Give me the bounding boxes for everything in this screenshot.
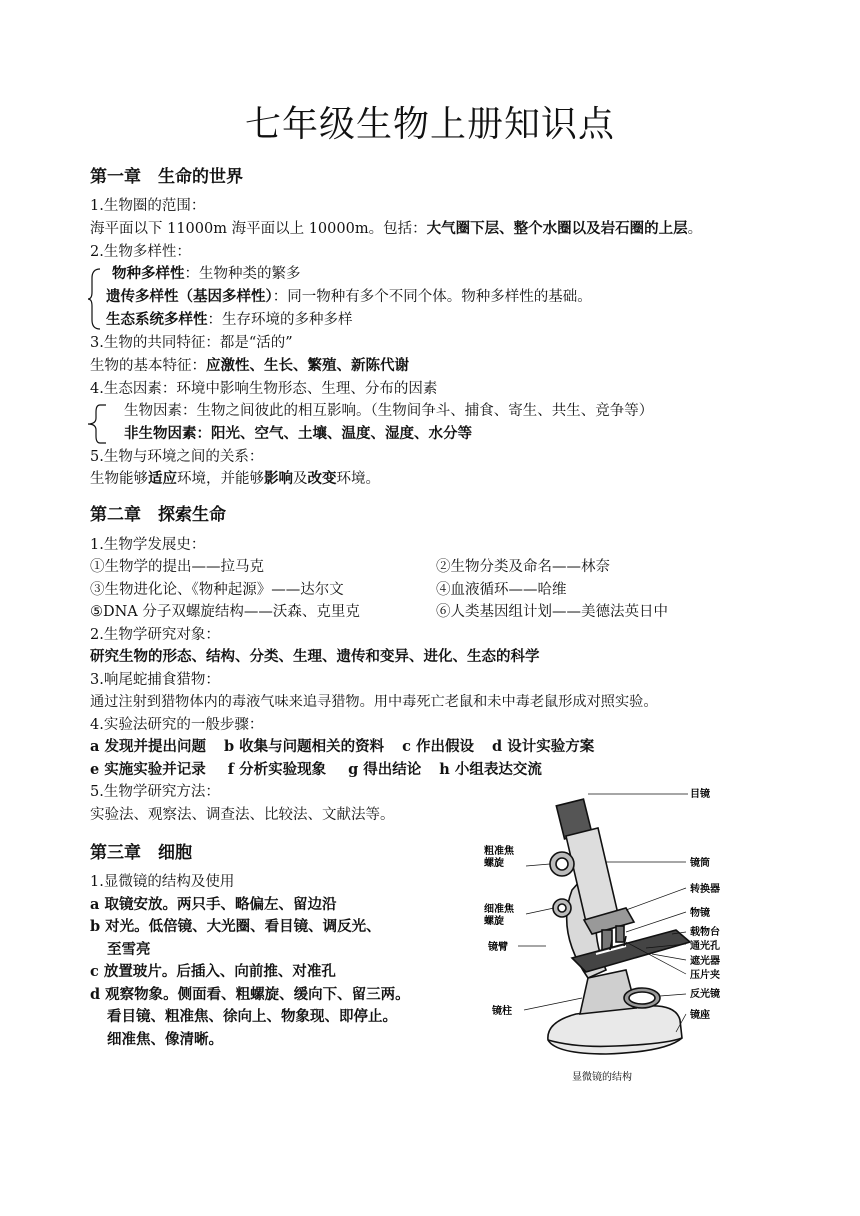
ch1-q1-text: 海平面以下 11000m 海平面以上 10000m。包括：大气圈下层、整个水圈以及岩石圈的上层。 [90, 220, 703, 237]
step-item: a 发现并提出问题 [90, 738, 206, 755]
step-item: g 得出结论 [348, 761, 422, 778]
microscope-drawing [548, 799, 690, 1054]
label-pillar: 镜柱 [492, 1006, 512, 1017]
usage-step-d-cont2: 细准焦、像清晰。 [107, 1031, 223, 1048]
usage-step-c: c 放置玻片。后插入、向前推、对准孔 [90, 963, 336, 980]
label-mirror: 反光镜 [690, 989, 720, 1000]
label-clip: 压片夹 [690, 970, 720, 981]
label-diaphragm: 遮光器 [690, 956, 720, 967]
history-row-3: ⑤DNA 分子双螺旋结构——沃森、克里克 ⑥人类基因组计划——美德法英日中 [90, 604, 668, 620]
step-item: d 设计实验方案 [492, 738, 595, 755]
factor-biotic: 生物因素：生物之间彼此的相互影响。（生物间争斗、捕食、寄生、共生、竞争等） [124, 403, 654, 419]
chapter-2-heading: 第二章 探索生命 [90, 505, 226, 525]
figure-caption: 显微镜的结构 [572, 1072, 632, 1083]
ch3-q1: 1.显微镜的结构及使用 [90, 874, 235, 890]
ch2-q3-text: 通过注射到猎物体内的毒液气味来追寻猎物。用中毒死亡老鼠和未中毒老鼠形成对照实验。 [90, 694, 658, 710]
label-stage: 载物台 [690, 927, 720, 938]
usage-step-b: b 对光。低倍镜、大光圈、看目镜、调反光、 [90, 918, 381, 935]
label-coarse-2: 螺旋 [484, 858, 504, 869]
ch1-q3: 3.生物的共同特征：都是“活的” [90, 335, 293, 351]
ch1-q5: 5.生物与环境之间的关系： [90, 449, 264, 465]
label-converter: 转换器 [690, 884, 720, 895]
step-item: b 收集与问题相关的资料 [223, 738, 385, 755]
ch1-q1: 1.生物圈的范围： [90, 198, 206, 214]
label-eyepiece: 目镜 [690, 789, 710, 800]
brace-icon [88, 268, 102, 330]
diversity-ecosystem: 生态系统多样性：生存环境的多种多样 [106, 311, 353, 328]
ch1-q2: 2.生物多样性： [90, 244, 191, 260]
ch2-q4: 4.实验法研究的一般步骤： [90, 717, 264, 733]
chapter-1-heading: 第一章 生命的世界 [90, 167, 243, 187]
label-coarse-1: 粗准焦 [484, 846, 514, 857]
step-item: c 作出假设 [402, 738, 475, 755]
ch1-q4: 4.生态因素：环境中影响生物形态、生理、分布的因素 [90, 381, 438, 397]
microscope-figure [476, 782, 736, 1090]
factor-abiotic: 非生物因素：阳光、空气、土壤、温度、湿度、水分等 [124, 425, 472, 442]
ch2-q5: 5.生物学研究方法： [90, 784, 220, 800]
usage-step-b-cont: 至雪亮 [107, 941, 151, 958]
ch1-q5-text: 生物能够适应环境，并能够影响及改变环境。 [90, 470, 380, 487]
step-item: e 实施实验并记录 [90, 761, 206, 778]
usage-step-d-cont1: 看目镜、粗准焦、徐向上、物象现、即停止。 [107, 1008, 397, 1025]
ch2-q5-text: 实验法、观察法、调查法、比较法、文献法等。 [90, 807, 395, 823]
history-row-2: ③生物进化论、《物种起源》——达尔文 ④血液循环——哈维 [90, 582, 567, 598]
page-title: 七年级生物上册知识点 [244, 104, 615, 145]
diversity-genetic: 遗传多样性（基因多样性）：同一物种有多个不同个体。物种多样性的基础。 [106, 288, 592, 305]
ch2-q1: 1.生物学发展史： [90, 537, 206, 553]
diversity-species: 物种多样性：生物种类的繁多 [112, 265, 301, 282]
label-objective: 物镜 [690, 908, 710, 919]
label-fine-2: 螺旋 [484, 916, 504, 927]
brace-icon [86, 404, 108, 444]
ch1-q3-basic: 生物的基本特征：应激性、生长、繁殖、新陈代谢 [90, 357, 409, 374]
ch2-q2: 2.生物学研究对象： [90, 627, 220, 643]
step-item: h 小组表达交流 [439, 761, 542, 778]
label-tube: 镜筒 [690, 858, 710, 869]
label-arm: 镜臂 [488, 942, 508, 953]
chapter-3-heading: 第三章 细胞 [90, 843, 192, 863]
usage-step-a: a 取镜安放。两只手、略偏左、留边沿 [90, 896, 337, 913]
label-hole: 通光孔 [690, 941, 720, 952]
label-base: 镜座 [690, 1010, 710, 1021]
steps-row-1 [90, 737, 612, 757]
usage-step-d: d 观察物象。侧面看、粗螺旋、缓向下、留三两。 [90, 986, 410, 1003]
label-fine-1: 细准焦 [484, 904, 514, 915]
ch2-q2-text: 研究生物的形态、结构、分类、生理、遗传和变异、进化、生态的科学 [90, 648, 540, 665]
ch2-q3: 3.响尾蛇捕食猎物： [90, 672, 220, 688]
step-item: f 分析实验现象 [227, 761, 327, 778]
steps-row-2 [90, 760, 560, 780]
history-row-1: ①生物学的提出——拉马克 ②生物分类及命名——林奈 [90, 559, 610, 575]
